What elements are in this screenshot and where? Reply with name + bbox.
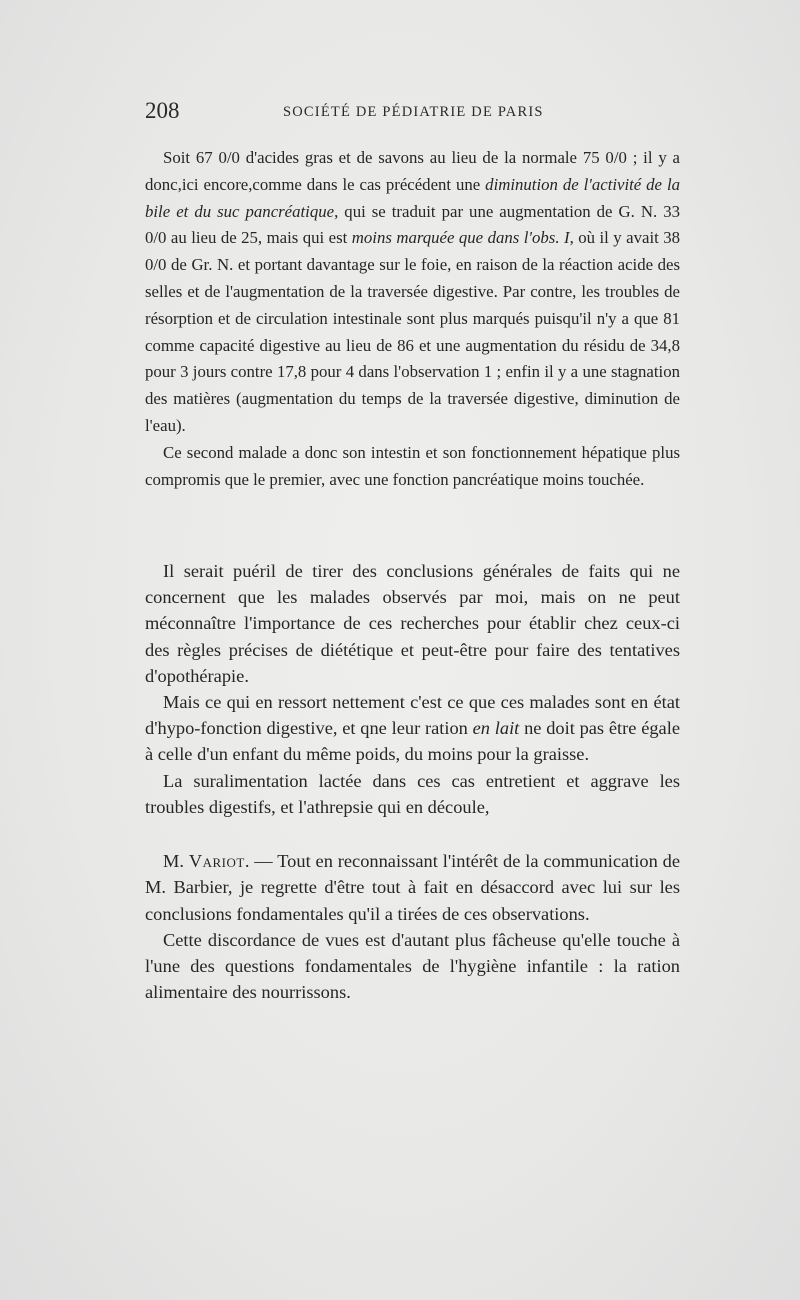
paragraph: Il serait puéril de tirer des conclusions générales de faits qui ne concernent que les malades observés par moi, mais on ne peut méconnaître l'importance de ces recherches pour établir chez ceux-ci des règles précises de diététique et peut-être pour faire des tentatives d'opothérapie. [145, 561, 680, 686]
page-number: 208 [145, 98, 180, 123]
page-header [145, 98, 685, 128]
italic-run: diminution de l'activité de la bile et du suc pancréatique [145, 174, 680, 221]
text-run: Soit 67 0/0 d'acides gras et de savons au lieu de la normale 75 0/0 ; il y a donc,ici encore,comme dans le cas précédent une [145, 148, 680, 194]
paragraph [145, 848, 680, 927]
speaker-prefix: M. [163, 851, 189, 871]
text-block-conclusion [145, 558, 680, 820]
italic-run: moins marquée que dans l'obs. I [351, 228, 570, 248]
paragraph: La suralimentation lactée dans ces cas entretient et aggrave les troubles digestifs, et l'athrepsie qui en découle, [145, 770, 680, 817]
paragraph [145, 145, 680, 440]
running-head: SOCIÉTÉ DE PÉDIATRIE DE PARIS [283, 104, 544, 120]
paragraph: Ce second malade a donc son intestin et son fonctionnement hépatique plus compromis que le premier, avec une fonction pancréatique moins touchée. [145, 442, 680, 489]
text-run: ne doit pas être égale à celle d'un enfant du même poids, du moins pour la graisse. [145, 718, 680, 765]
speaker-name: Variot [188, 851, 245, 871]
paragraph: Cette discordance de vues est d'autant plus fâcheuse qu'elle touche à l'une des questions fondamentales de l'hygiène infantile : la ration alimentaire des nourrissons. [145, 929, 680, 1003]
paragraph [145, 689, 680, 768]
text-run: Mais ce qui en ressort nettement c'est ce que ces malades sont en état d'hypo-fonction digestive, et qne leur ration [145, 692, 680, 739]
text-run: , qui se traduit par une augmentation de G. N. 33 0/0 au lieu de 25, mais qui est [145, 201, 680, 248]
italic-run: en lait [472, 718, 520, 739]
text-block-discussion [145, 848, 680, 1006]
text-block-obs [145, 145, 680, 493]
text-run: . — Tout en reconnaissant l'intérêt de la communication de M. Barbier, je regrette d'être tout à fait en désaccord avec lui sur les conclusions fondamentales qu'il a tirées de ces observations. [145, 851, 680, 924]
text-run: , où il y avait 38 0/0 de Gr. N. et portant davantage sur le foie, en raison de la réaction acide des selles et de l'augmentation de la traversée digestive. Par contre, les troubles de résorption et de circulation intestinale sont plus marqués puisqu'il n'y a que 81 comme capacité digestive au lieu de 86 et une augmentation du résidu de 34,8 pour 3 jours contre 17,8 pour 4 dans l'observation 1 ; enfin il y a une stagnation des matières (augmentation du temps de la traversée digestive, diminution de l'eau). [145, 228, 681, 435]
